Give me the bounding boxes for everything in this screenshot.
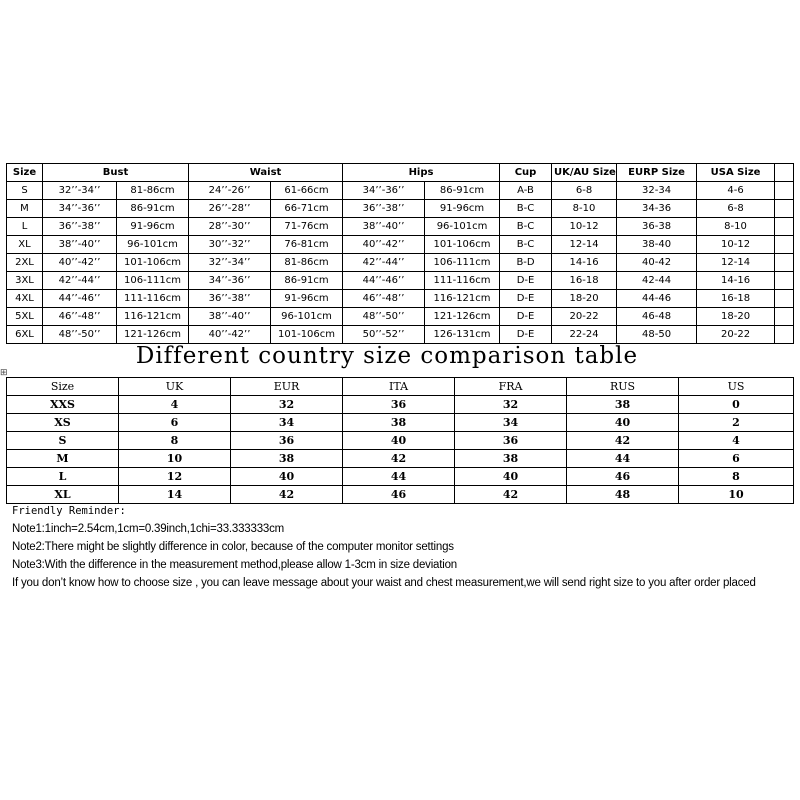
size-chart-cell: 96-101cm — [117, 236, 189, 254]
size-chart-cell: 34’’-36’’ — [43, 200, 117, 218]
comparison-row — [7, 486, 794, 504]
size-chart-row — [7, 290, 794, 308]
comparison-value-cell: 6 — [679, 450, 794, 468]
size-chart-cell: 40’’-42’’ — [43, 254, 117, 272]
comparison-value-cell: 8 — [679, 468, 794, 486]
size-chart-cell: 126-131cm — [425, 326, 500, 344]
size-chart-cell: 32-34 — [617, 182, 697, 200]
col-header-eurp: EURP Size — [617, 164, 697, 182]
size-chart-cell: 26’’-28’’ — [189, 200, 271, 218]
size-chart-cell: 18-20 — [552, 290, 617, 308]
comparison-value-cell: 34 — [231, 414, 343, 432]
comparison-size-cell: S — [7, 432, 119, 450]
size-chart-cell: 50’’-52’’ — [343, 326, 425, 344]
size-chart-cell: B-C — [500, 236, 552, 254]
comparison-col-header: Size — [7, 378, 119, 396]
size-chart-cell: 81-86cm — [117, 182, 189, 200]
size-chart-cell: 22-24 — [552, 326, 617, 344]
comparison-size-cell: XL — [7, 486, 119, 504]
size-chart-cell: 30’’-32’’ — [189, 236, 271, 254]
size-chart-cell: 36’’-38’’ — [43, 218, 117, 236]
size-chart-cell: 34-36 — [617, 200, 697, 218]
size-chart-cell: 106-111cm — [425, 254, 500, 272]
size-chart-cell: 91-96cm — [271, 290, 343, 308]
size-chart-cell: B-D — [500, 254, 552, 272]
size-chart-cell: 46-48 — [617, 308, 697, 326]
comparison-value-cell: 42 — [567, 432, 679, 450]
size-chart — [6, 163, 793, 344]
note-lines — [12, 520, 792, 592]
size-chart-cell: 36’’-38’’ — [343, 200, 425, 218]
size-chart-cell: 6-8 — [552, 182, 617, 200]
size-chart-cell: 86-91cm — [117, 200, 189, 218]
size-chart-cell: 96-101cm — [271, 308, 343, 326]
comparison-row — [7, 414, 794, 432]
size-chart-cell: 66-71cm — [271, 200, 343, 218]
size-chart-cell: 38-40 — [617, 236, 697, 254]
size-chart-cell: 101-106cm — [117, 254, 189, 272]
comparison-value-cell: 48 — [567, 486, 679, 504]
comparison-value-cell: 32 — [231, 396, 343, 414]
size-chart-cell: 44-46 — [617, 290, 697, 308]
edge-cell — [775, 254, 794, 272]
comparison-value-cell: 40 — [455, 468, 567, 486]
comparison-row — [7, 468, 794, 486]
comparison-value-cell: 42 — [343, 450, 455, 468]
size-chart-cell: 121-126cm — [425, 308, 500, 326]
comparison-col-header: US — [679, 378, 794, 396]
size-chart-cell: 111-116cm — [117, 290, 189, 308]
size-chart-cell: 46’’-48’’ — [343, 290, 425, 308]
size-label-cell: 5XL — [7, 308, 43, 326]
size-chart-cell: D-E — [500, 308, 552, 326]
comparison-value-cell: 8 — [119, 432, 231, 450]
size-chart-cell: B-C — [500, 218, 552, 236]
edge-cell — [775, 326, 794, 344]
comparison-value-cell: 42 — [231, 486, 343, 504]
comparison-row — [7, 432, 794, 450]
comparison-value-cell: 38 — [343, 414, 455, 432]
size-chart-cell: 12-14 — [697, 254, 775, 272]
size-chart-cell: 61-66cm — [271, 182, 343, 200]
size-chart-cell: 101-106cm — [271, 326, 343, 344]
comparison-value-cell: 46 — [567, 468, 679, 486]
size-chart-cell: 42’’-44’’ — [343, 254, 425, 272]
size-chart-cell: 48’’-50’’ — [343, 308, 425, 326]
size-chart-cell: 116-121cm — [117, 308, 189, 326]
comparison-value-cell: 0 — [679, 396, 794, 414]
size-chart-cell: D-E — [500, 326, 552, 344]
edge-cell — [775, 164, 794, 182]
edge-cell — [775, 218, 794, 236]
table-anchor-icon: ⊞ — [0, 367, 8, 377]
size-chart-cell: 38’’-40’’ — [189, 308, 271, 326]
size-chart-cell: 34’’-36’’ — [343, 182, 425, 200]
size-chart-row — [7, 182, 794, 200]
comparison-value-cell: 10 — [679, 486, 794, 504]
size-chart-cell: 24’’-26’’ — [189, 182, 271, 200]
size-chart-cell: 44’’-46’’ — [43, 290, 117, 308]
size-chart-cell: 121-126cm — [117, 326, 189, 344]
size-chart-row — [7, 272, 794, 290]
comparison-size-cell: M — [7, 450, 119, 468]
size-chart-row — [7, 236, 794, 254]
comparison-value-cell: 6 — [119, 414, 231, 432]
comparison-value-cell: 46 — [343, 486, 455, 504]
size-label-cell: 4XL — [7, 290, 43, 308]
size-chart-cell: 111-116cm — [425, 272, 500, 290]
size-chart-row — [7, 308, 794, 326]
size-chart-cell: 40-42 — [617, 254, 697, 272]
comparison-col-header: EUR — [231, 378, 343, 396]
comparison-row — [7, 450, 794, 468]
size-chart-cell: 32’’-34’’ — [43, 182, 117, 200]
size-chart-cell: 71-76cm — [271, 218, 343, 236]
comparison-value-cell: 38 — [567, 396, 679, 414]
size-label-cell: L — [7, 218, 43, 236]
country-comparison-table — [6, 377, 794, 504]
size-chart-cell: 34’’-36’’ — [189, 272, 271, 290]
size-chart-cell: 20-22 — [552, 308, 617, 326]
size-chart-cell: 20-22 — [697, 326, 775, 344]
size-chart-cell: 36-38 — [617, 218, 697, 236]
col-header-uk-au: UK/AU Size — [552, 164, 617, 182]
size-chart-cell: 91-96cm — [117, 218, 189, 236]
size-chart-cell: 10-12 — [697, 236, 775, 254]
size-chart-cell: 44’’-46’’ — [343, 272, 425, 290]
comparison-value-cell: 38 — [455, 450, 567, 468]
size-chart-cell: D-E — [500, 290, 552, 308]
size-chart-cell: 40’’-42’’ — [343, 236, 425, 254]
col-header-waist: Waist — [189, 164, 343, 182]
comparison-value-cell: 38 — [231, 450, 343, 468]
friendly-reminder: Friendly Reminder: — [12, 505, 126, 517]
comparison-size-cell: L — [7, 468, 119, 486]
comparison-value-cell: 10 — [119, 450, 231, 468]
comparison-value-cell: 44 — [567, 450, 679, 468]
size-label-cell: S — [7, 182, 43, 200]
comparison-header-row — [7, 378, 794, 396]
size-chart-cell: 76-81cm — [271, 236, 343, 254]
size-chart-table — [6, 163, 794, 344]
size-chart-cell: 81-86cm — [271, 254, 343, 272]
note-line: Note1:1inch=2.54cm,1cm=0.39inch,1chi=33.333333cm — [12, 523, 285, 535]
size-chart-cell: 8-10 — [552, 200, 617, 218]
size-chart-row — [7, 200, 794, 218]
size-chart-cell: 48-50 — [617, 326, 697, 344]
size-chart-header-row — [7, 164, 794, 182]
size-chart-cell: 40’’-42’’ — [189, 326, 271, 344]
size-chart-cell: 16-18 — [697, 290, 775, 308]
comparison-size-cell: XXS — [7, 396, 119, 414]
comparison-col-header: FRA — [455, 378, 567, 396]
comparison-size-cell: XS — [7, 414, 119, 432]
comparison-value-cell: 36 — [455, 432, 567, 450]
size-chart-cell: 12-14 — [552, 236, 617, 254]
size-chart-cell: 91-96cm — [425, 200, 500, 218]
note-line: If you don’t know how to choose size , you can leave message about your waist and chest measurement,we will send right size to you after order placed — [12, 577, 756, 589]
comparison-value-cell: 14 — [119, 486, 231, 504]
size-chart-cell: 10-12 — [552, 218, 617, 236]
size-chart-cell: 42-44 — [617, 272, 697, 290]
edge-cell — [775, 182, 794, 200]
comparison-col-header: UK — [119, 378, 231, 396]
size-chart-cell: 38’’-40’’ — [343, 218, 425, 236]
size-chart-cell: 8-10 — [697, 218, 775, 236]
comparison-value-cell: 40 — [231, 468, 343, 486]
size-chart-cell: D-E — [500, 272, 552, 290]
size-label-cell: 3XL — [7, 272, 43, 290]
size-chart-cell: 48’’-50’’ — [43, 326, 117, 344]
comparison-value-cell: 44 — [343, 468, 455, 486]
comparison-value-cell: 4 — [679, 432, 794, 450]
comparison-value-cell: 12 — [119, 468, 231, 486]
size-chart-cell: 96-101cm — [425, 218, 500, 236]
col-header-cup: Cup — [500, 164, 552, 182]
size-chart-cell: 38’’-40’’ — [43, 236, 117, 254]
size-chart-cell: 42’’-44’’ — [43, 272, 117, 290]
size-chart-cell: 86-91cm — [425, 182, 500, 200]
edge-cell — [775, 236, 794, 254]
size-chart-cell: 116-121cm — [425, 290, 500, 308]
size-chart-cell: 6-8 — [697, 200, 775, 218]
size-label-cell: M — [7, 200, 43, 218]
comparison-col-header: ITA — [343, 378, 455, 396]
size-chart-cell: B-C — [500, 200, 552, 218]
edge-cell — [775, 290, 794, 308]
comparison-value-cell: 4 — [119, 396, 231, 414]
size-chart-cell: 106-111cm — [117, 272, 189, 290]
notes-section — [12, 505, 792, 592]
size-chart-row — [7, 254, 794, 272]
comparison-value-cell: 34 — [455, 414, 567, 432]
col-header-usa: USA Size — [697, 164, 775, 182]
note-line: Note3:With the difference in the measurement method,please allow 1-3cm in size deviation — [12, 559, 457, 571]
size-label-cell: 6XL — [7, 326, 43, 344]
size-chart-cell: 14-16 — [697, 272, 775, 290]
size-chart-row — [7, 326, 794, 344]
size-chart-cell: 4-6 — [697, 182, 775, 200]
size-label-cell: 2XL — [7, 254, 43, 272]
comparison-value-cell: 2 — [679, 414, 794, 432]
size-chart-cell: 101-106cm — [425, 236, 500, 254]
comparison-row — [7, 396, 794, 414]
country-comparison — [6, 377, 793, 504]
size-chart-cell: A-B — [500, 182, 552, 200]
size-label-cell: XL — [7, 236, 43, 254]
comparison-value-cell: 40 — [343, 432, 455, 450]
size-chart-cell: 18-20 — [697, 308, 775, 326]
size-chart-cell: 14-16 — [552, 254, 617, 272]
comparison-col-header: RUS — [567, 378, 679, 396]
size-chart-row — [7, 218, 794, 236]
comparison-title: Different country size comparison table — [135, 343, 639, 369]
size-chart-cell: 86-91cm — [271, 272, 343, 290]
comparison-value-cell: 40 — [567, 414, 679, 432]
edge-cell — [775, 272, 794, 290]
edge-cell — [775, 308, 794, 326]
col-header-size: Size — [7, 164, 43, 182]
edge-cell — [775, 200, 794, 218]
note-line: Note2:There might be slightly difference in color, because of the computer monitor settings — [12, 541, 454, 553]
size-chart-cell: 16-18 — [552, 272, 617, 290]
size-chart-cell: 28’’-30’’ — [189, 218, 271, 236]
comparison-value-cell: 32 — [455, 396, 567, 414]
col-header-hips: Hips — [343, 164, 500, 182]
size-chart-cell: 36’’-38’’ — [189, 290, 271, 308]
size-chart-cell: 46’’-48’’ — [43, 308, 117, 326]
size-chart-cell: 32’’-34’’ — [189, 254, 271, 272]
comparison-value-cell: 36 — [231, 432, 343, 450]
comparison-value-cell: 42 — [455, 486, 567, 504]
col-header-bust: Bust — [43, 164, 189, 182]
comparison-value-cell: 36 — [343, 396, 455, 414]
